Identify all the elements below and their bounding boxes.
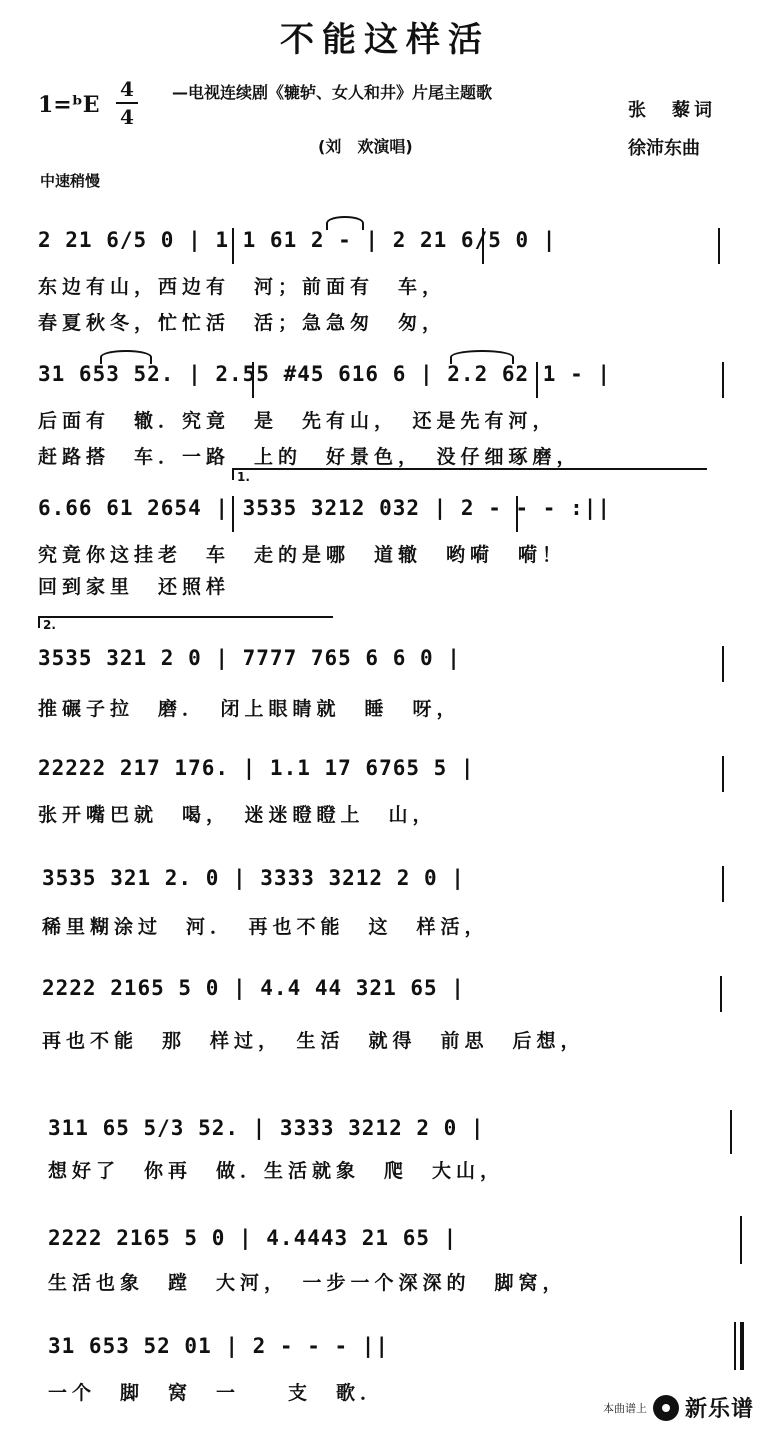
score-line-5 [0,756,770,836]
meter-bottom: 4 [120,105,134,129]
volta-2-bracket: 2. [38,616,333,628]
lyrics-verse-1: 再也不能 那 样过， 生活 就得 前思 后想， [42,1030,585,1052]
notation-line-8: 311 65 5/3 52. | 3333 3212 2 0 | [48,1116,485,1140]
score-line-8 [0,1116,770,1196]
notation-line-7: 2222 2165 5 0 | 4.4 44 321 65 | [42,976,465,1000]
bar-line [718,228,720,264]
final-bar-line-thick [740,1322,744,1370]
notation-line-2: 31 653 52. | 2.55 #45 616 6 | 2.2 62 1 - | [38,362,612,386]
song-subtitle: —电视连续剧《辘轳、女人和井》片尾主题歌 [172,83,493,102]
volta-1-bracket: 1. [232,468,707,480]
slur-mark [100,350,152,364]
lyrics-verse-1: 一个 脚 窝 一 支 歌． [48,1382,385,1404]
lyrics-verse-1: 推碾子拉 磨． 闭上眼睛就 睡 呀， [38,698,461,720]
bar-line [740,1216,742,1264]
lyrics-verse-1: 稀里糊涂过 河． 再也不能 这 样活， [42,916,489,938]
lyrics-verse-1: 想好了 你再 做．生活就象 爬 大山， [48,1160,505,1182]
bar-line [722,756,724,792]
notation-line-5: 22222 217 176. | 1.1 17 6765 5 | [38,756,475,780]
lyrics-verse-2: 春夏秋冬，忙忙活 活；急急匆 匆， [38,312,447,334]
bar-line [722,866,724,902]
bar-line [722,646,724,682]
bar-line [232,228,234,264]
bar-line [232,496,234,532]
lyrics-verse-1: 究竟你这挂老 车 走的是哪 道辙 哟嗬 嗬！ [38,544,567,566]
lyrics-verse-2: 回到家里 还照样 [38,576,231,598]
notation-line-9: 2222 2165 5 0 | 4.4443 21 65 | [48,1226,458,1250]
lyrics-verse-1: 东边有山，西边有 河；前面有 车， [38,276,447,298]
lyricist-credit: 张 藜词 [628,100,716,121]
score-line-1 [0,228,770,338]
slur-mark [326,216,364,230]
time-signature [116,78,138,128]
lyrics-verse-1: 张开嘴巴就 喝， 迷迷瞪瞪上 山， [38,804,437,826]
singer-credit: (刘 欢演唱) [318,137,413,156]
bar-line [516,496,518,532]
lyrics-verse-1: 后面有 辙．究竟 是 先有山， 还是先有河， [38,410,557,432]
score-line-6 [0,866,770,946]
slur-mark [450,350,514,364]
bar-line [722,362,724,398]
bar-line [730,1110,732,1154]
score-line-4 [0,618,770,726]
notation-line-10: 31 653 52 01 | 2 - - - || [48,1334,390,1358]
bar-line [482,228,484,264]
score-line-3 [0,470,770,598]
notation-line-6: 3535 321 2. 0 | 3333 3212 2 0 | [42,866,465,890]
meter-bar [116,102,138,104]
lyrics-verse-1: 生活也象 蹚 大河， 一步一个深深的 脚窝， [48,1272,567,1294]
credit-label: 本曲谱上 [602,1401,647,1415]
key-signature: 1=ᵇE [38,92,100,118]
final-bar-line [734,1322,736,1370]
notation-line-3: 6.66 61 2654 | 3535 3212 032 | 2 - - - :|| [38,496,612,520]
tempo-marking: 中速稍慢 [40,172,101,190]
bar-line [720,976,722,1012]
lyrics-verse-2: 赶路搭 车．一路 上的 好景色， 没仔细琢磨， [38,446,581,468]
notation-line-4: 3535 321 2 0 | 7777 765 6 6 0 | [38,646,461,670]
score-line-7 [0,976,770,1056]
site-credit [603,1392,754,1423]
music-disc-icon [653,1395,679,1421]
score-line-9 [0,1226,770,1306]
notation-line-1: 2 21 6/5 0 | 1 1 61 2 - | 2 21 6/5 0 | [38,228,557,252]
score-line-2 [0,362,770,472]
meter-top: 4 [120,77,134,101]
bar-line [252,362,254,398]
composer-credit: 徐沛东曲 [628,138,700,159]
song-title: 不能这样活 [280,20,490,60]
bar-line [536,362,538,398]
site-logo-text: 新乐谱 [684,1397,754,1422]
